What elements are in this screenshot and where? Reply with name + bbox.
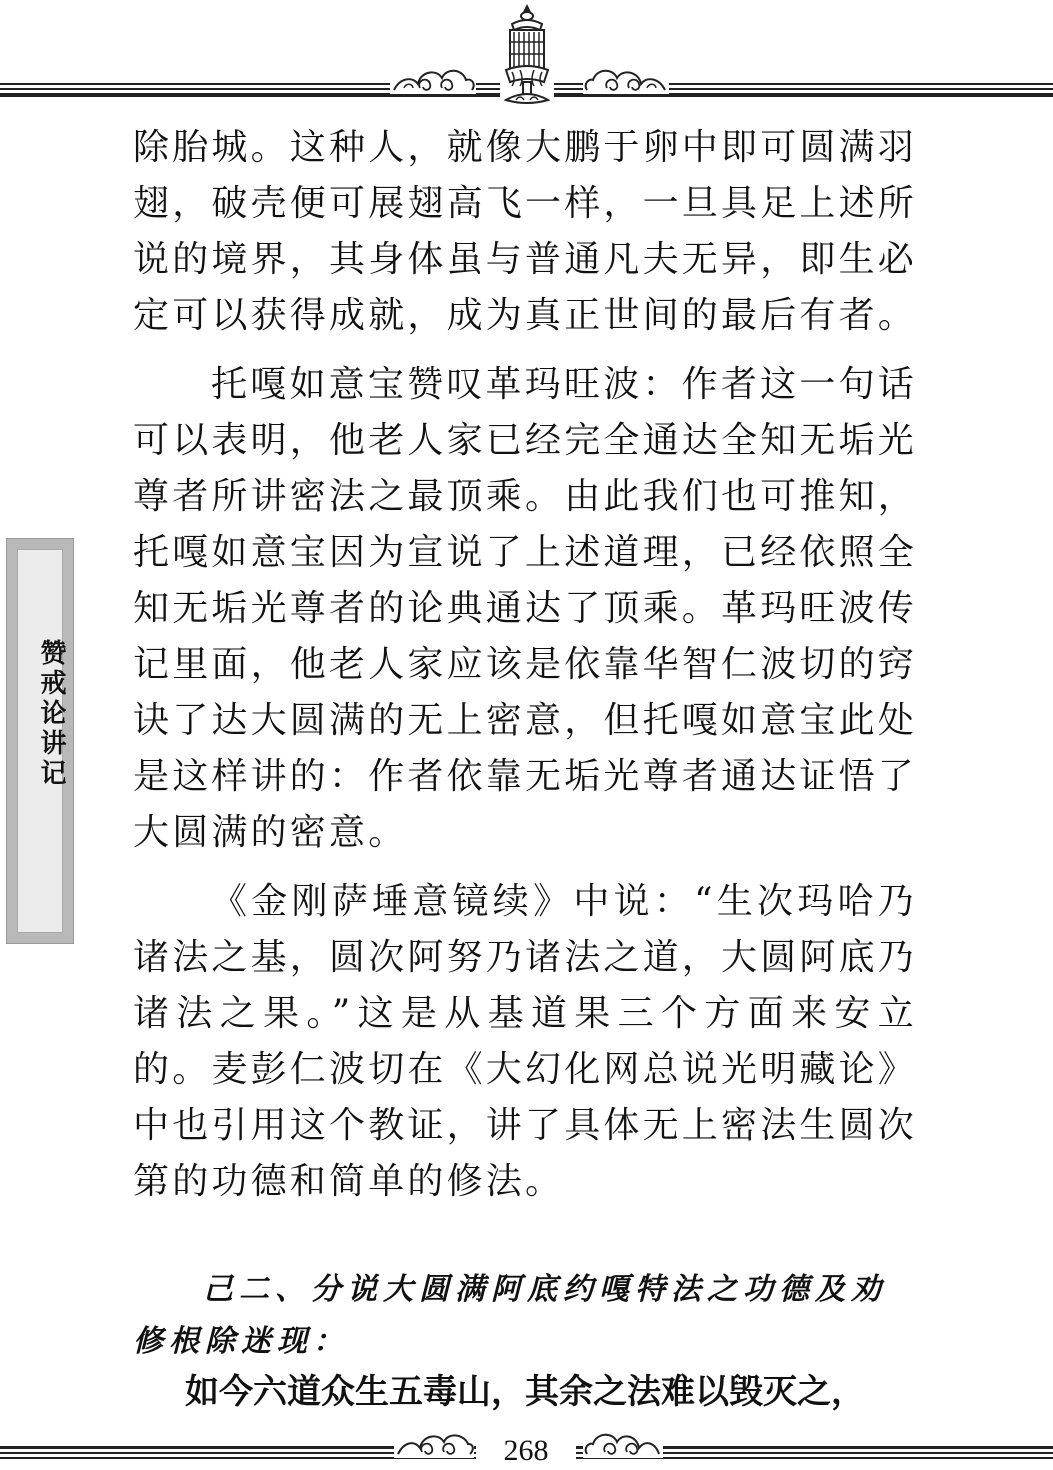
cloud-scroll-icon — [583, 60, 669, 100]
paragraph: 托嘎如意宝赞叹革玛旺波：作者这一句话可以表明，他老人家已经完全通达全知无垢光尊者所讲密法之最顶乘。由此我们也可推知，托嘎如意宝因为宣说了上述道理，已经依照全知无垢光尊者的论典通达了顶乘。革玛旺波传记里面，他老人家应该是依靠华智仁波切的窍诀了达大圆满的无上密意，但托嘎如意宝此处是这样讲的：作者依靠无垢光尊者通达证悟了大圆满的密意。 — [133, 364, 918, 853]
cloud-scroll-icon — [394, 1426, 474, 1460]
cloud-scroll-icon — [583, 1426, 663, 1460]
side-tab-label: 赞戒论讲记 — [36, 639, 66, 789]
victory-banner-icon — [490, 2, 564, 110]
side-tab — [6, 538, 74, 944]
cloud-scroll-icon — [390, 60, 476, 100]
paragraph: 除胎城。这种人，就像大鹏于卵中即可圆满羽翅，破壳便可展翅高飞一样，一旦具足上述所说的境界，其身体虽与普通凡夫无异，即生必定可以获得成就，成为真正世间的最后有者。 — [133, 127, 918, 336]
paragraph: 《金刚萨埵意镜续》中说：“生次玛哈乃诸法之基，圆次阿努乃诸法之道，大圆阿底乃诸法之果。”这是从基道果三个方面来安立的。麦彭仁波切在《大幻化网总说光明藏论》中也引用这个教证，讲了具体无上密法生圆次第的功德和简单的修法。 — [133, 881, 918, 1202]
page-number: 268 — [476, 1432, 576, 1470]
body-text — [133, 120, 917, 1210]
section-heading: 己二、分说大圆满阿底约嘎特法之功德及劝修根除迷现： — [133, 1272, 887, 1359]
verse-line: 如今六道众生五毒山，其余之法难以毁灭之， — [185, 1372, 865, 1412]
